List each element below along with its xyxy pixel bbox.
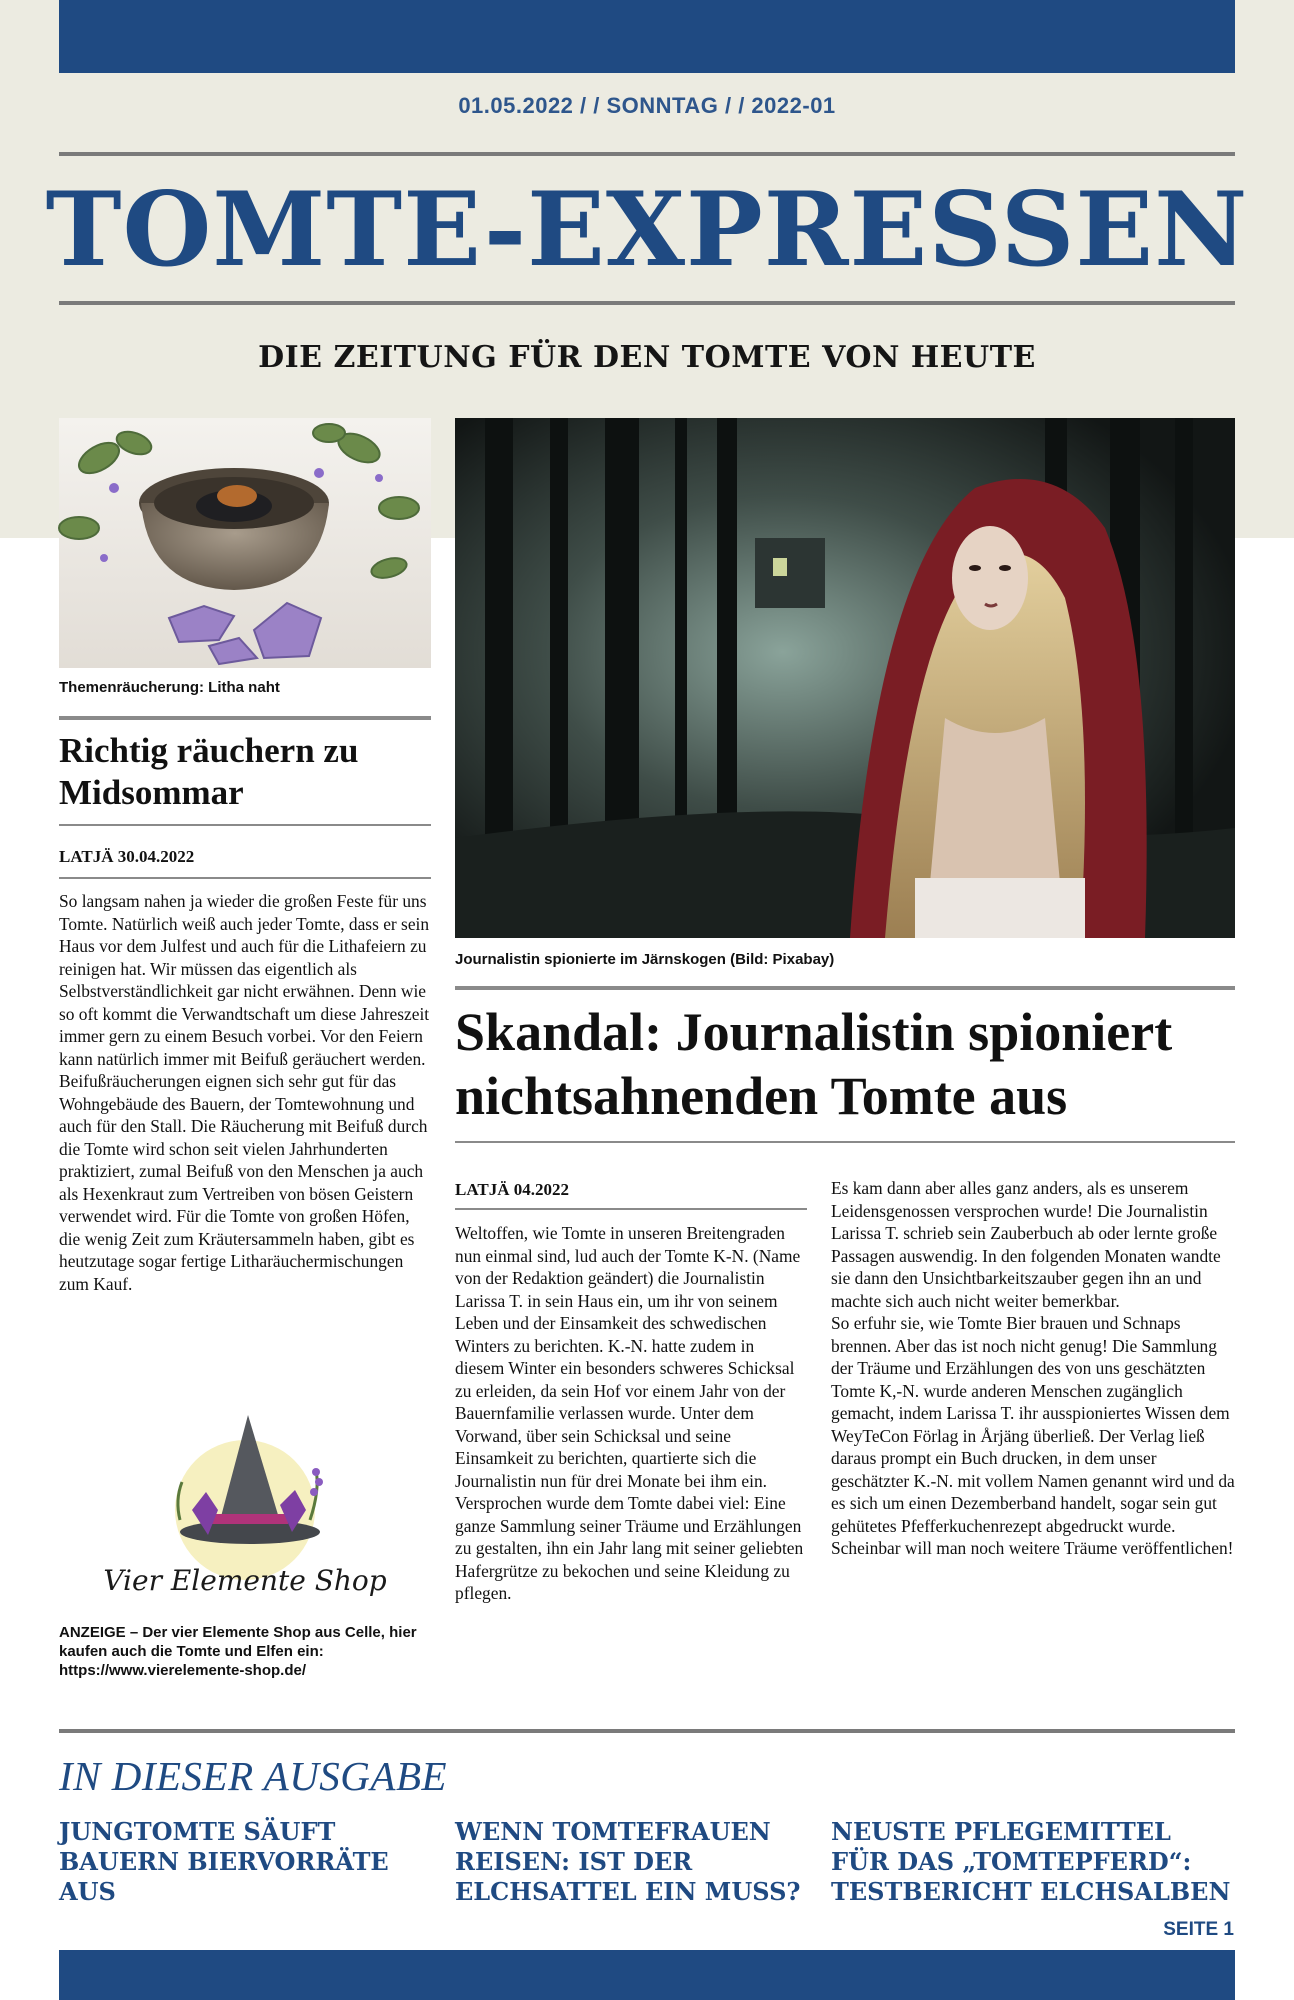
left-article-byline: LATJÄ 30.04.2022 — [59, 847, 195, 866]
separator: / / — [573, 93, 607, 118]
main-article-byline: LATJÄ 04.2022 — [455, 1180, 569, 1199]
forest-photo-caption: Journalistin spionierte im Järnskogen (Bild: Pixabay) — [455, 951, 835, 968]
date: 01.05.2022 — [458, 93, 574, 118]
advertisement-text: ANZEIGE – Der vier Elemente Shop aus Celle, hier kaufen auch die Tomte und Elfen ein: https://www.vierelemente-shop.de/ — [59, 1624, 417, 1679]
incense-photo — [59, 418, 431, 668]
teaser-3[interactable]: NEUSTE PFLEGEMITTEL FÜR DAS „TOMTEPFERD“: TESTBERICHT ELCHSALBEN — [831, 1817, 1231, 1906]
top-bar — [59, 0, 1235, 73]
logo-wordmark: Vier Elemente Shop — [103, 1564, 387, 1597]
left-article-body: So langsam nahen ja wieder die großen Feste für uns Tomte. Natürlich weiß auch jeder Tomte, dass er sein Haus vor dem Julfest und auch für die Lithafeiern zu reinigen hat. Wir müssen das eigentlich als Selbstverständlichkeit gar nicht erwähnen. Denn wie so oft kommt die Verwandtschaft um diese Jahreszeit immer gern zu einem Besuch vorbei. Vor den Feiern kann natürlich immer mit Beifuß geräuchert werden. Beifußräucherungen eignen sich sehr gut für das Wohngebäude des Bauern, der Tomtewohnung und auch für den Stall. Die Räucherung mit Beifuß durch die Tomte wird schon seit vielen Jahrhunderten praktiziert, zumal Beifuß von den Menschen ja auch als Hexenkraut zum Vertreiben von bösen Geistern verwendet wird. Für die Tomte von großen Höfen, die wenig Zeit zum Kräutersammeln haben, gibt es heutzutage sogar fertige Litharäuchermischungen zum Kauf. — [59, 891, 430, 1294]
inside-section-title: IN DIESER AUSGABE — [59, 1753, 448, 1799]
incense-photo-caption: Themenräucherung: Litha naht — [59, 679, 280, 696]
masthead-rule-top — [59, 152, 1235, 156]
left-byline-rule-top — [59, 824, 431, 826]
left-byline-rule-bottom — [59, 877, 431, 879]
left-article-headline: Richtig räuchern zu Midsommar — [59, 731, 359, 812]
column-2-paragraph-2: So erfuhr sie, wie Tomte Bier brauen und Schnaps brennen. Aber das ist noch nicht genug! Die Sammlung der Träume und Erzählungen des von uns geschätzten Tomte K,-N. wurde anderen Menschen zugänglich gemacht, indem Larissa T. ihr ausspioniertes Wissen dem WeyTeCon Förlag in Årjäng überließ. Der Verlag ließ daraus prompt ein Buch drucken, in dem unser geschätzter K.-N. mit vollem Namen genannt wird und da es sich um einen Dezemberband handelt, sogar sein gut gehütetes Pfefferkuchenrezept abgedruckt wurde. Scheinbar will man noch weitere Träume veröffentlichen! — [831, 1313, 1235, 1558]
vier-elemente-shop-logo[interactable] — [103, 1410, 387, 1615]
masthead-title: TOMTE-EXPRESSEN — [45, 170, 1249, 290]
separator: / / — [718, 93, 752, 118]
left-article-rule — [59, 716, 431, 720]
main-article-column-2 — [831, 1177, 1235, 1560]
main-article-headline: Skandal: Journalistin spioniert nichtsahnenden Tomte aus — [455, 1002, 1173, 1126]
main-article-rule-bottom — [455, 1141, 1235, 1143]
main-article-column-1: Weltoffen, wie Tomte in unseren Breitengraden nun einmal sind, lud auch der Tomte K-N. (Name von der Redaktion geändert) die Journalistin Larissa T. in sein Haus ein, um ihr von seinem Leben und der Einsamkeit des schwedischen Winters zu berichten. K.-N. hatte zudem in diesem Winter ein besonders schweres Schicksal zu erleiden, da sein Hof vor einem Jahr von der Bauernfamilie verlassen wurde. Unter dem Vorwand, über sein Schicksal und seine Einsamkeit zu berichten, quartierte sich die Journalistin nun für drei Monate bei ihm ein. Versprochen wurde dem Tomte dabei viel: Eine ganze Sammlung seiner Träume und Erzählungen zu gestalten, ihn ein Jahr lang mit seiner geliebten Hafergrütze zu bekochen und seine Kleidung zu pflegen. — [455, 1223, 804, 1603]
teaser-1[interactable]: JUNGTOMTE SÄUFT BAUERN BIERVORRÄTE AUS — [59, 1817, 389, 1906]
dateline — [0, 93, 1294, 119]
issue-number: 2022-01 — [751, 93, 836, 118]
masthead-rule-bottom — [59, 301, 1235, 305]
bottom-bar — [59, 1950, 1235, 2000]
inside-rule — [59, 1729, 1235, 1733]
main-byline-rule — [455, 1208, 807, 1210]
main-article-rule-top — [455, 986, 1235, 990]
teaser-2[interactable]: WENN TOMTEFRAUEN REISEN: IST DER ELCHSATTEL EIN MUSS? — [455, 1817, 801, 1906]
forest-journalist-photo — [455, 418, 1235, 938]
weekday: SONNTAG — [606, 93, 719, 118]
tagline: DIE ZEITUNG FÜR DEN TOMTE VON HEUTE — [258, 340, 1036, 375]
column-2-paragraph-1: Es kam dann aber alles ganz anders, als es unserem Leidensgenossen versprochen wurde! Die Journalistin Larissa T. schrieb sein Zauberbuch ab oder lernte große Passagen auswendig. In den folgenden Monaten wandte sie dann den Unsichtbarkeitszauber gegen ihn an und machte sich auch nicht weiter bemerkbar. — [831, 1178, 1221, 1311]
page-number: SEITE 1 — [1163, 1919, 1234, 1940]
